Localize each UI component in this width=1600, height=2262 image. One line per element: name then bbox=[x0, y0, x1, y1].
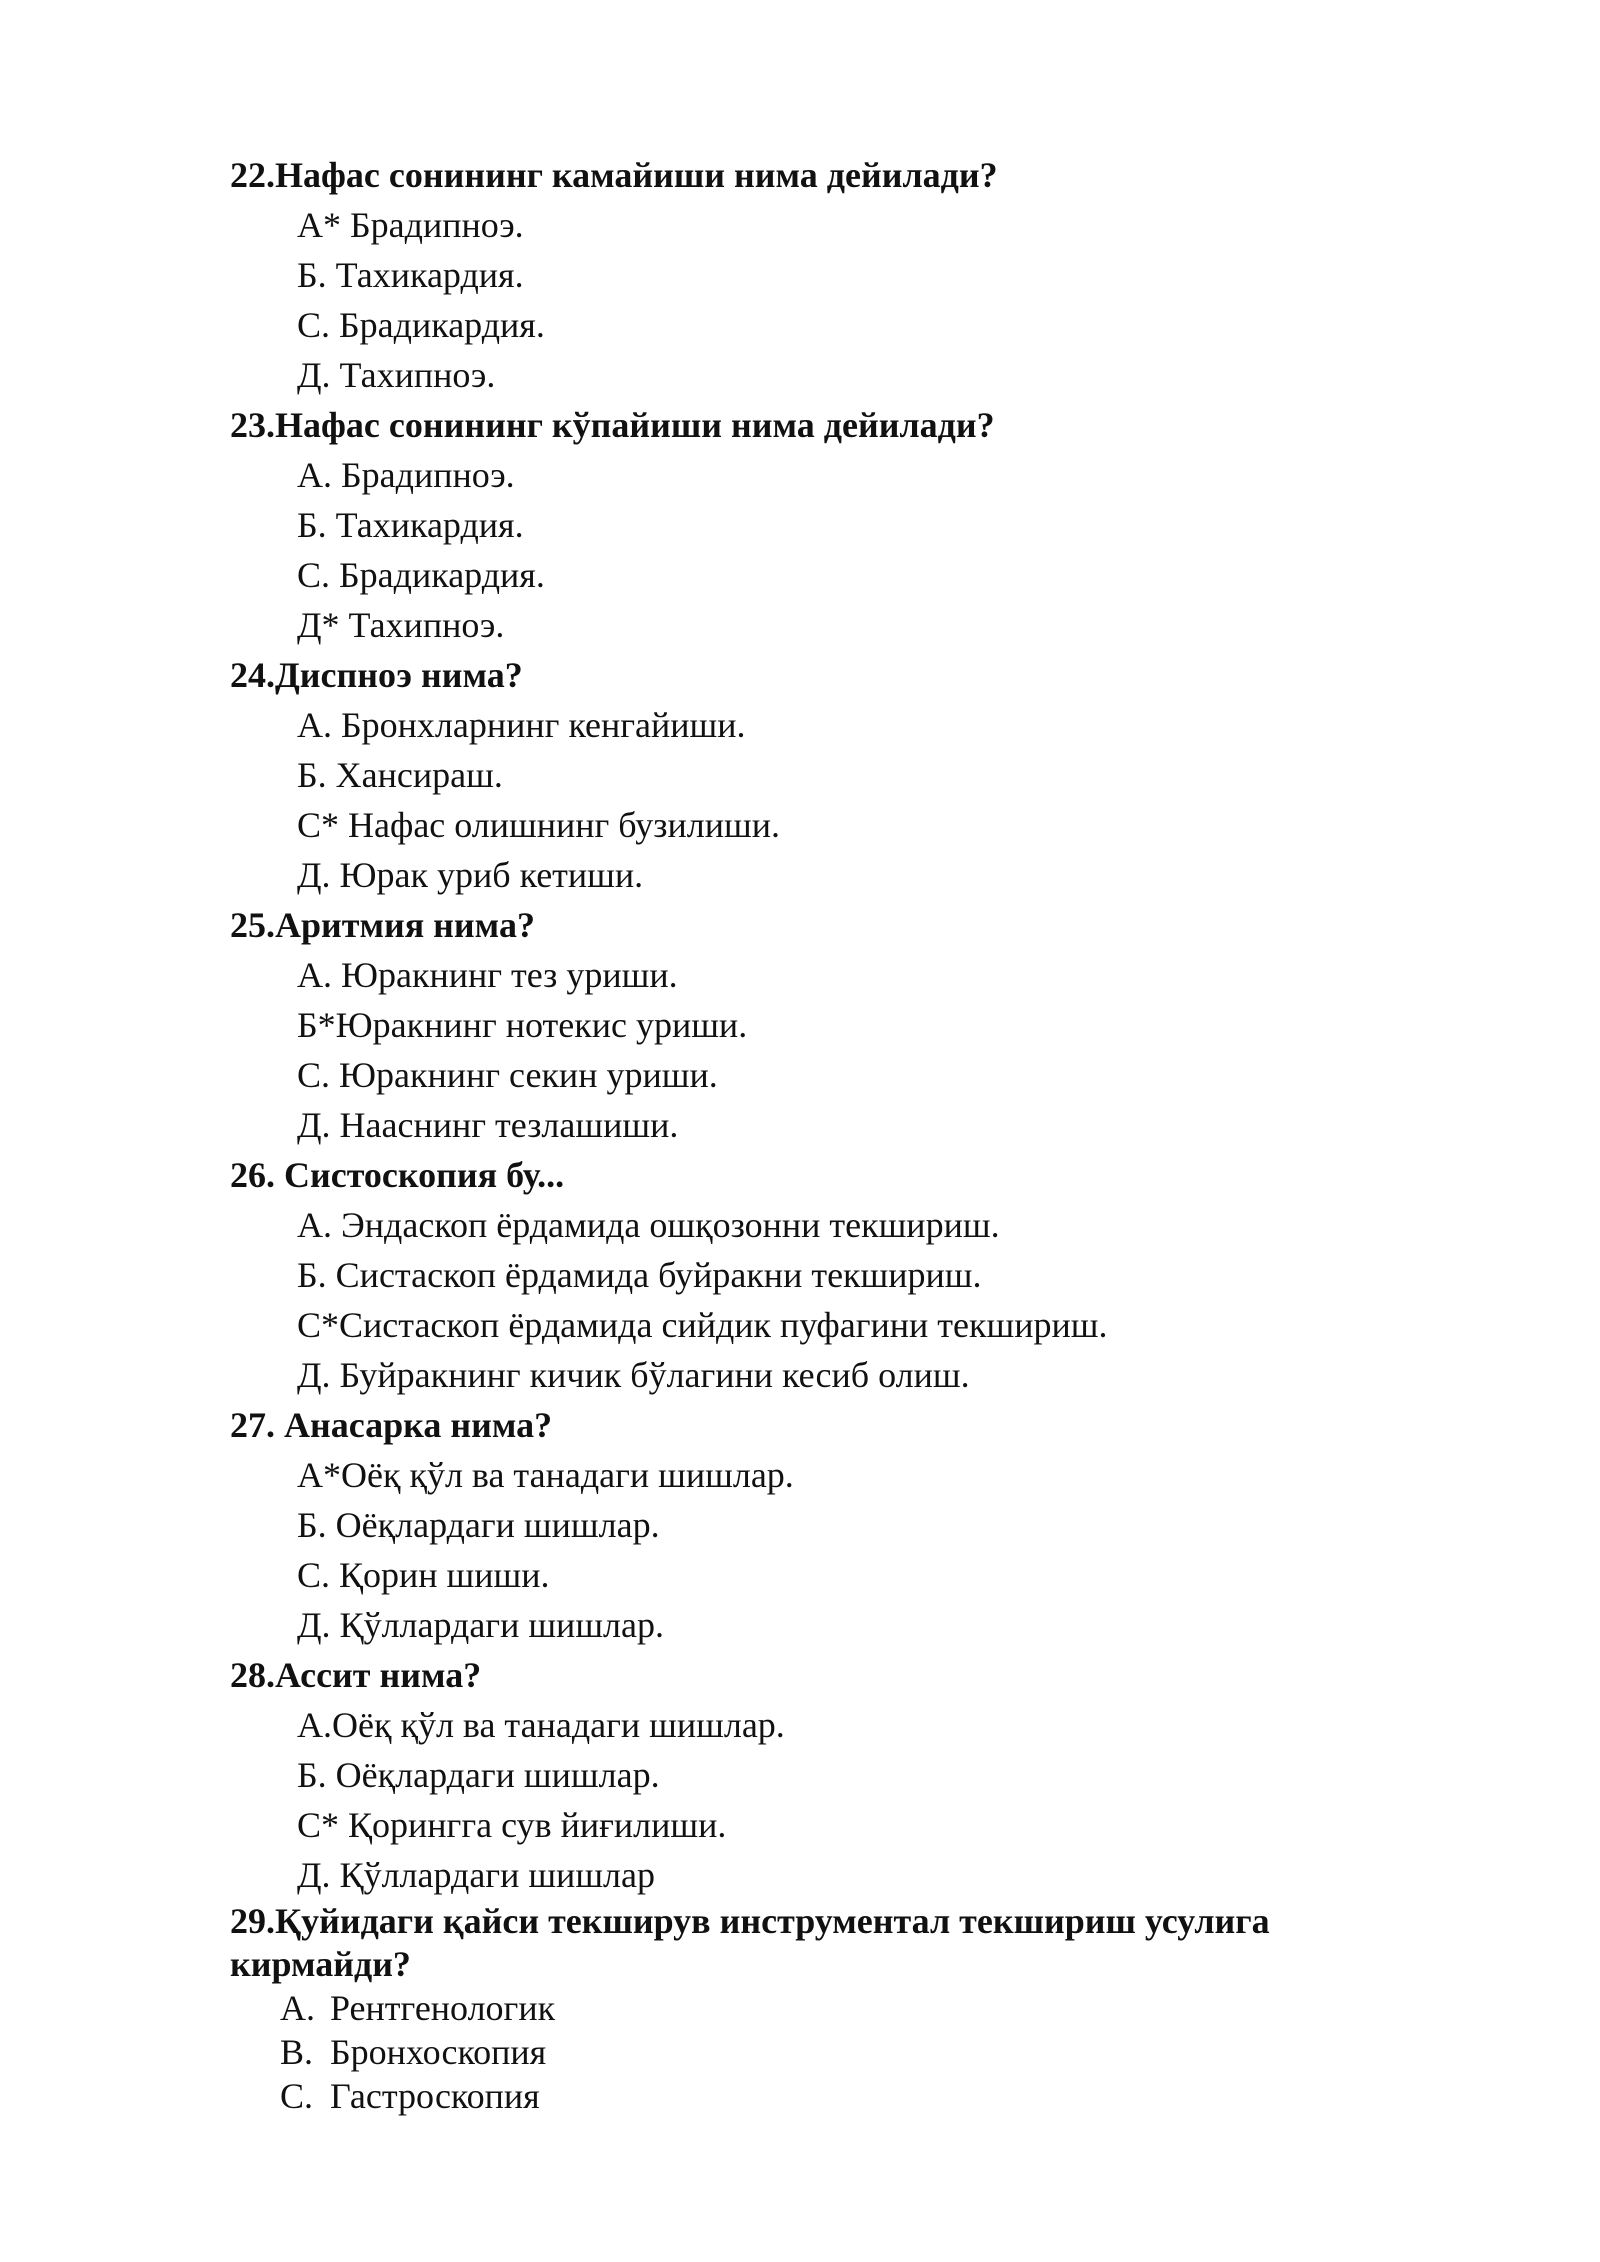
answer-option: С* Қорингга сув йиғилиши. bbox=[297, 1805, 727, 1845]
answer-option: А. Юракнинг тез уриши. bbox=[297, 955, 678, 995]
option-text: Рентгенологик bbox=[330, 1988, 556, 2028]
answer-option: Д* Тахипноэ. bbox=[297, 605, 505, 645]
option-letter: C. bbox=[280, 2076, 314, 2116]
answer-option: Д. Қўллардаги шишлар. bbox=[297, 1605, 664, 1645]
question-title-line-2: кирмайди? bbox=[230, 1944, 411, 1984]
question-title: 22.Нафас сонининг камайиши нима дейилади? bbox=[230, 155, 998, 195]
answer-option: Б. Оёқлардаги шишлар. bbox=[297, 1755, 660, 1795]
answer-option bbox=[230, 2030, 1380, 2074]
question-28 bbox=[230, 1650, 1380, 1900]
answer-option: Д. Нааснинг тезлашиши. bbox=[297, 1105, 679, 1145]
question-27 bbox=[230, 1400, 1380, 1650]
question-title: 28.Ассит нима? bbox=[230, 1655, 482, 1695]
answer-option: Б. Тахикардия. bbox=[297, 255, 524, 295]
answer-option: Б. Тахикардия. bbox=[297, 505, 524, 545]
answer-option bbox=[230, 1986, 1380, 2030]
answer-option: А. Эндаскоп ёрдамида ошқозонни текшириш. bbox=[297, 1205, 1000, 1245]
answer-option: А* Брадипноэ. bbox=[297, 205, 524, 245]
answer-option: Д. Тахипноэ. bbox=[297, 355, 496, 395]
answer-option: С. Брадикардия. bbox=[297, 305, 545, 345]
question-title bbox=[230, 1900, 1380, 1986]
answer-option: А. Бронхларнинг кенгайиши. bbox=[297, 705, 746, 745]
question-title: 27. Анасарка нима? bbox=[230, 1405, 553, 1445]
answer-option: А. Брадипноэ. bbox=[297, 455, 515, 495]
question-title-line-1: 29.Қуйидаги қайси текширув инструментал текшириш усулига bbox=[230, 1901, 1270, 1941]
question-26 bbox=[230, 1150, 1380, 1400]
option-text: Бронхоскопия bbox=[330, 2032, 547, 2072]
answer-option: А.Оёқ қўл ва танадаги шишлар. bbox=[297, 1705, 785, 1745]
question-23 bbox=[230, 400, 1380, 650]
option-text: Гастроскопия bbox=[330, 2076, 540, 2116]
question-title: 25.Аритмия нима? bbox=[230, 905, 535, 945]
question-list bbox=[230, 150, 1380, 2118]
question-24 bbox=[230, 650, 1380, 900]
answer-option: Д. Юрак уриб кетиши. bbox=[297, 855, 644, 895]
answer-option: С. Қорин шиши. bbox=[297, 1555, 550, 1595]
answer-option bbox=[230, 2074, 1380, 2118]
question-25 bbox=[230, 900, 1380, 1150]
answer-option: Б*Юракнинг нотекис уриши. bbox=[297, 1005, 748, 1045]
question-title: 23.Нафас сонининг кўпайиши нима дейилади? bbox=[230, 405, 995, 445]
answer-option: А*Оёқ қўл ва танадаги шишлар. bbox=[297, 1455, 794, 1495]
answer-option: С* Нафас олишнинг бузилиши. bbox=[297, 805, 780, 845]
answer-option: Б. Оёқлардаги шишлар. bbox=[297, 1505, 660, 1545]
answer-option: С. Юракнинг секин уриши. bbox=[297, 1055, 718, 1095]
question-title: 24.Диспноэ нима? bbox=[230, 655, 523, 695]
answer-option: Д. Буйракнинг кичик бўлагини кесиб олиш. bbox=[297, 1355, 970, 1395]
option-letter: A. bbox=[280, 1988, 315, 2028]
question-title: 26. Систоскопия бу... bbox=[230, 1155, 565, 1195]
answer-option: С. Брадикардия. bbox=[297, 555, 545, 595]
option-letter: B. bbox=[280, 2032, 314, 2072]
answer-option: С*Систаскоп ёрдамида сийдик пуфагини текшириш. bbox=[297, 1305, 1108, 1345]
question-22 bbox=[230, 150, 1380, 400]
answer-option: Б. Систаскоп ёрдамида буйракни текшириш. bbox=[297, 1255, 982, 1295]
answer-option: Б. Хансираш. bbox=[297, 755, 503, 795]
question-29 bbox=[230, 1900, 1380, 2118]
answer-option: Д. Қўллардаги шишлар bbox=[297, 1855, 655, 1895]
